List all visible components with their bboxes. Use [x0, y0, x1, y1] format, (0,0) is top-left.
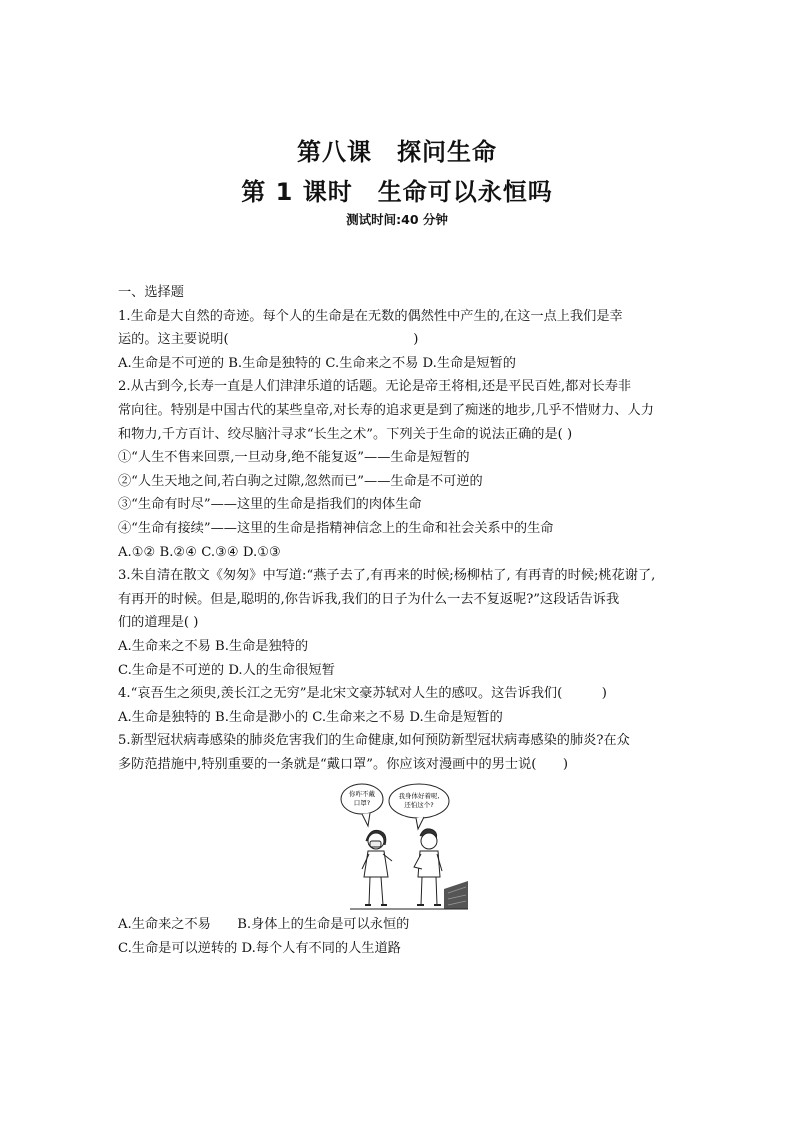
q2-options: A.①② B.②④ C.③④ D.①③	[118, 544, 281, 560]
question-body	[118, 281, 678, 961]
q5-line2: 多防范措施中,特别重要的一条就是“戴口罩”。你应该对漫画中的男士说( )	[118, 756, 568, 772]
left-speech-bubble	[341, 784, 383, 826]
section-heading: 一、选择题	[118, 285, 184, 300]
q4-options: A.生命是独特的 B.生命是渺小的 C.生命来之不易 D.生命是短暂的	[118, 709, 503, 725]
cartoon-figure	[118, 781, 678, 911]
q1-options: A.生命是不可逆的 B.生命是独特的 C.生命来之不易 D.生命是短暂的	[118, 355, 516, 371]
q5-line1: 5.新型冠状病毒感染的肺炎危害我们的生命健康,如何预防新型冠状病毒感染的肺炎?在众	[118, 733, 630, 749]
test-time: 测试时间:40 分钟	[346, 212, 448, 227]
right-speech-bubble	[389, 784, 449, 829]
q2-line1: 2.从古到今,长寿一直是人们津津乐道的话题。无论是帝王将相,还是平民百姓,都对长寿非	[118, 379, 632, 395]
q2-item4: ④“生命有接续”——这里的生命是指精神信念上的生命和社会关系中的生命	[118, 520, 554, 536]
q3-line1: 3.朱自清在散文《匆匆》中写道:“燕子去了,有再来的时候;杨柳枯了, 有再青的时候;桃花谢了,	[118, 568, 656, 584]
left-bubble-line1: 你咋不戴	[349, 790, 375, 799]
q5-options1: A.生命来之不易 B.身体上的生命是可以永恒的	[118, 917, 410, 933]
woman-figure	[362, 831, 392, 906]
q1-line1: 1.生命是大自然的奇迹。每个人的生命是在无数的偶然性中产生的,在这一点上我们是幸	[118, 308, 623, 324]
q3-line3: 们的道理是( )	[118, 615, 199, 631]
q5-options2: C.生命是可以逆转的 D.每个人有不同的人生道路	[118, 941, 401, 957]
q2-line3: 和物力,千方百计、绞尽脑汁寻求“长生之术”。下列关于生命的说法正确的是( )	[118, 426, 573, 442]
q3-options1: A.生命来之不易 B.生命是独特的	[118, 638, 309, 654]
right-bubble-line1: 我身体好着呢,	[398, 792, 440, 801]
q3-line2: 有再开的时候。但是,聪明的,你告诉我,我们的日子为什么一去不复返呢?”这段话告诉我	[118, 591, 620, 607]
period-title: 第 1 课时 生命可以永恒吗	[241, 178, 553, 206]
q3-options2: C.生命是不可逆的 D.人的生命很短暂	[118, 662, 335, 678]
mask-cartoon	[340, 781, 470, 911]
q2-item3: ③“生命有时尽”——这里的生命是指我们的肉体生命	[118, 497, 422, 513]
q1-line2: 运的。这主要说明( )	[118, 332, 419, 348]
left-bubble-line2: 口罩?	[353, 799, 371, 808]
q2-line2: 常向往。特别是中国古代的某些皇帝,对长寿的追求更是到了痴迷的地步,几乎不惜财力、人力	[118, 402, 654, 418]
q2-item2: ②“人生天地之间,若白驹之过隙,忽然而已”——生命是不可逆的	[118, 473, 483, 489]
right-bubble-line2: 还怕这个?	[404, 801, 434, 810]
q4-line1: 4.“哀吾生之须臾,羡长江之无穷”是北宋文豪苏轼对人生的感叹。这告诉我们( )	[118, 686, 607, 702]
background-shading	[444, 881, 468, 909]
man-figure	[414, 829, 442, 905]
lesson-title: 第八课 探问生命	[297, 138, 497, 166]
q2-item1: ①“人生不售来回票,一旦动身,绝不能复返”——生命是短暂的	[118, 450, 470, 466]
